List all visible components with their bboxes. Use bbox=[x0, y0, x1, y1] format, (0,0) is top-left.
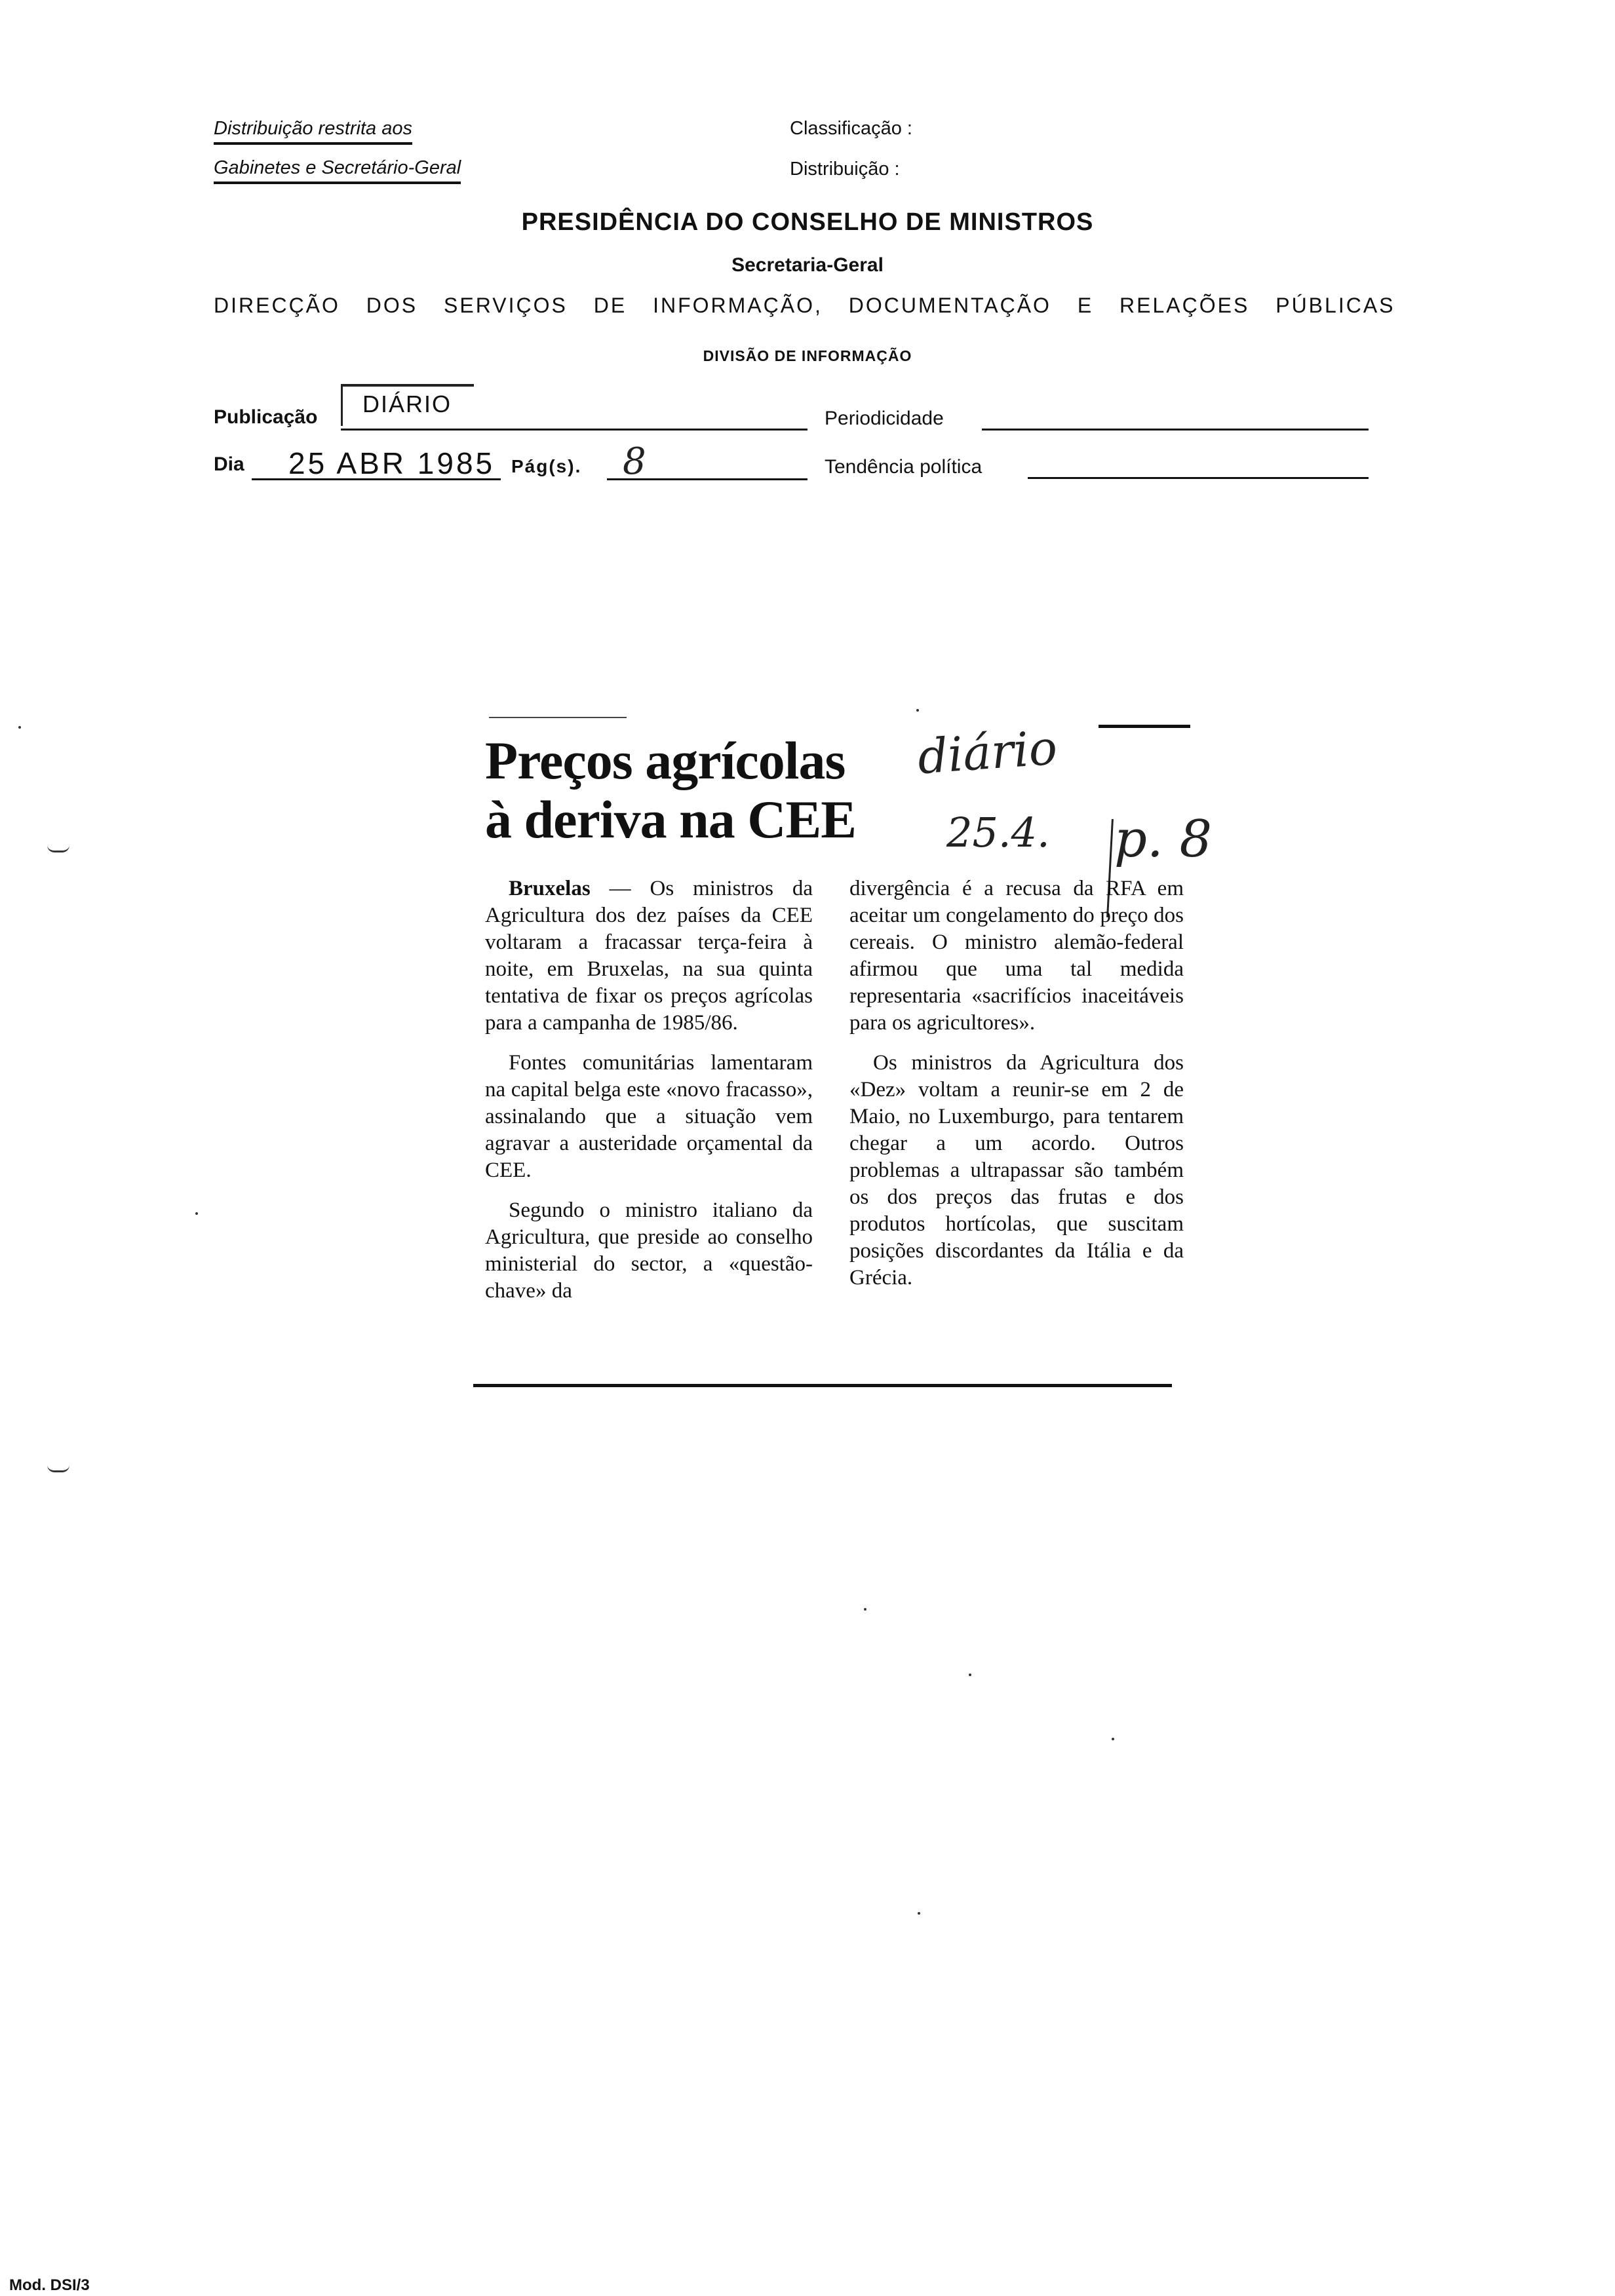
scan-speck bbox=[969, 1674, 971, 1676]
day-label: Dia bbox=[214, 453, 244, 475]
clipping-bottom-rule bbox=[473, 1384, 1172, 1387]
publication-underline bbox=[341, 429, 808, 430]
handwritten-source: diário bbox=[916, 719, 1059, 785]
publication-value: DIÁRIO bbox=[362, 391, 452, 417]
pages-value: 8 bbox=[623, 440, 646, 483]
distribution-restriction-line1: Distribuição restrita aos bbox=[214, 118, 412, 145]
scan-speck bbox=[864, 1608, 866, 1611]
scan-speck bbox=[918, 1912, 920, 1915]
classification-label: Classificação : bbox=[790, 118, 912, 139]
paragraph-text: Os ministros da Agricultura dos «Dez» voltam a reunir-se em 2 de Maio, no Luxemburgo, para tentarem chegar a um acordo. Outros problemas a ultrapassar são também os dos preços das frutas e dos produtos hortícolas, que suscitam posições discordantes da Itália e da Grécia. bbox=[849, 1051, 1184, 1290]
article-paragraph bbox=[849, 1050, 1184, 1292]
article-column-1 bbox=[485, 875, 813, 1318]
paragraph-text: Fontes comunitárias lamentaram na capital belga este «novo fracasso», assinalando que a situação vem agravar a austeridade orçamental da CEE. bbox=[485, 1051, 813, 1182]
headline-line1: Preços agrícolas bbox=[485, 731, 846, 790]
direction-title: DIRECÇÃO DOS SERVIÇOS DE INFORMAÇÃO, DOCUMENTAÇÃO E RELAÇÕES PÚBLICAS bbox=[214, 294, 1395, 317]
scan-speck bbox=[916, 709, 919, 712]
article-paragraph bbox=[485, 1050, 813, 1184]
article-column-2 bbox=[849, 875, 1184, 1305]
division-title: DIVISÃO DE INFORMAÇÃO bbox=[703, 347, 912, 364]
distribution-label: Distribuição : bbox=[790, 159, 900, 180]
handwritten-page: p. 8 bbox=[1114, 810, 1213, 869]
form-model-code: Mod. DSI/3 bbox=[9, 2276, 90, 2294]
article-paragraph bbox=[485, 875, 813, 1037]
paragraph-text: Segundo o ministro italiano da Agricultura, que preside ao conselho ministerial do sector, a «questão-chave» da bbox=[485, 1198, 813, 1303]
scan-speck bbox=[1112, 1738, 1114, 1740]
paragraph-text: — Os ministros da Agricultura dos dez países da CEE voltaram a fracassar terça-feira à noite, em Bruxelas, na sua quinta tentativa de fixar os preços agrícolas para a campanha de 1985/86. bbox=[485, 877, 813, 1035]
publication-stamp bbox=[341, 384, 474, 426]
scan-mark bbox=[47, 1465, 69, 1472]
day-value: 25 ABR 1985 bbox=[288, 446, 496, 480]
paragraph-text: divergência é a recusa da RFA em aceitar um congelamento do preço dos cereais. O ministro alemão-federal afirmou que uma tal medida representaria «sacrifícios inaceitáveis para os agricultores». bbox=[849, 877, 1184, 1035]
dateline: Bruxelas bbox=[509, 877, 591, 900]
article-headline bbox=[485, 731, 856, 849]
handwritten-date: 25.4. bbox=[946, 809, 1050, 856]
headline-line2: à deriva na CEE bbox=[485, 790, 856, 849]
periodicity-label: Periodicidade bbox=[825, 408, 944, 429]
scan-mark bbox=[47, 845, 69, 852]
clipping-top-rule-right bbox=[1099, 725, 1190, 728]
pages-label: Pág(s). bbox=[511, 456, 582, 476]
political-tendency-label: Tendência política bbox=[825, 456, 983, 478]
article-paragraph bbox=[849, 875, 1184, 1037]
org-subtitle: Secretaria-Geral bbox=[731, 254, 884, 276]
publication-label: Publicação bbox=[214, 406, 318, 428]
scan-speck bbox=[195, 1212, 198, 1215]
org-title: PRESIDÊNCIA DO CONSELHO DE MINISTROS bbox=[521, 208, 1094, 236]
scan-speck bbox=[18, 726, 21, 729]
distribution-restriction-line2: Gabinetes e Secretário-Geral bbox=[214, 157, 461, 184]
periodicity-underline bbox=[982, 429, 1369, 430]
clipping-top-rule-left bbox=[489, 717, 627, 718]
article-paragraph bbox=[485, 1197, 813, 1305]
political-tendency-underline bbox=[1028, 477, 1369, 479]
